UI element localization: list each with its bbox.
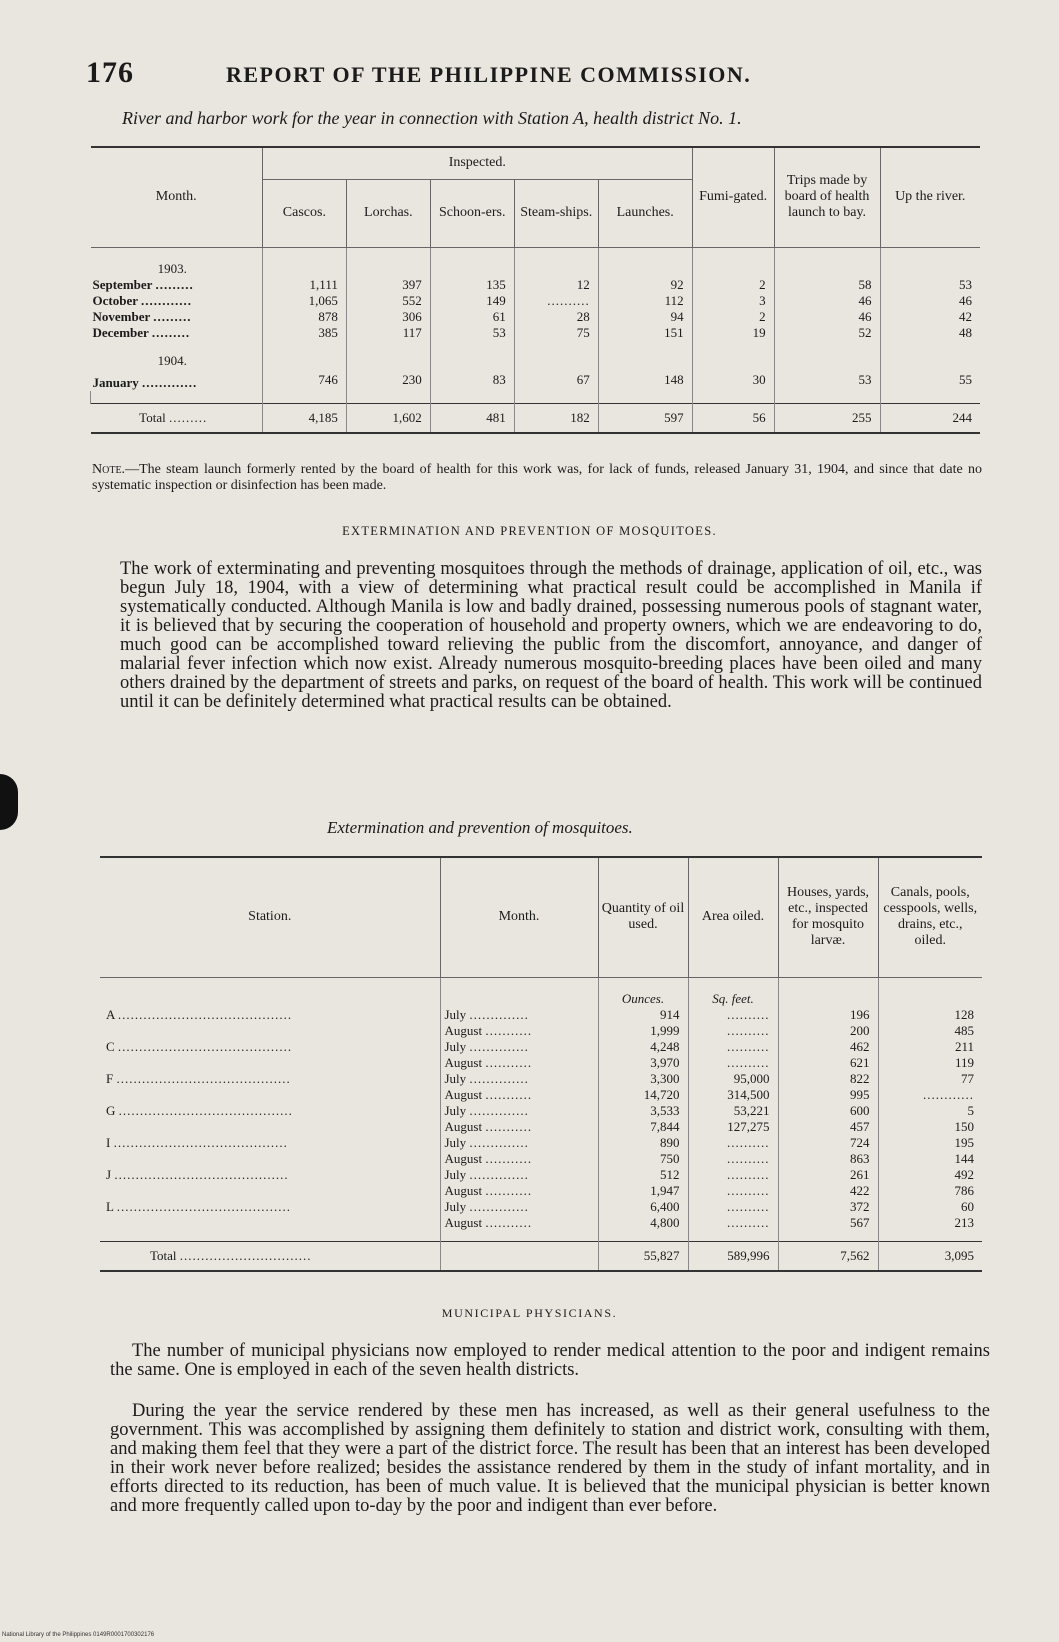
- page-edge-shadow: [0, 774, 18, 830]
- col-oil: Quantity of oil used.: [598, 857, 688, 977]
- col-fumigated: Fumi-gated.: [692, 147, 774, 247]
- table-row: August ........... 3,970 .......... 621 119: [100, 1055, 982, 1071]
- col-cascos: Cascos.: [262, 179, 346, 247]
- table-row: August ........... 750 .......... 863 144: [100, 1151, 982, 1167]
- physicians-paragraph-2: During the year the service rendered by these men has increased, as well as their general usefulness to the government. This was accomplished by assigning them definitely to station and district work, consulting with them, and making them feel that they were a part of the district force. The result has been that an interest has been developed in their work never before realized; besides the assistance rendered by them in the study of infant mortality, and in efforts directed to its reduction, has been of much value. It is believed that the municipal physician is better known and more frequently called upon to-day by the poor and indigent than ever before.: [110, 1401, 990, 1516]
- table-row: August ........... 7,844 127,275 457 150: [100, 1119, 982, 1135]
- col-trips: Trips made by board of health launch to bay.: [774, 147, 880, 247]
- col-steamships: Steam-ships.: [514, 179, 598, 247]
- unit-ounces: Ounces.: [598, 977, 688, 1007]
- mosquito-table: [100, 856, 982, 1272]
- section-heading-mosquitoes: EXTERMINATION AND PREVENTION OF MOSQUITOES.: [342, 524, 717, 538]
- col-month: Month.: [440, 857, 598, 977]
- col-launches: Launches.: [598, 179, 692, 247]
- table-total-row: Total ......... 4,185 1,602 481 182 597 56 255 244: [91, 403, 981, 433]
- col-month: Month.: [91, 147, 263, 247]
- table-row: C ......................................... July .............. 4,248 .......... 462 211: [100, 1039, 982, 1055]
- page-number: 176: [86, 56, 134, 89]
- mosquito-paragraph: The work of exterminating and preventing mosquitoes through the methods of drainage, application of oil, etc., was begun July 18, 1904, with a view of determining what practical result could be accomplished in Manila if systematically conducted. Although Manila is low and badly drained, possessing numerous pools of stagnant water, it is believed that by securing the cooperation of household and property owners, which we are endeavoring to do, much good can be accomplished toward relieving the public from the discomfort, annoyance, and danger of malarial fever infection which now exist. Already numerous mosquito-breeding places have been oiled and many others drained by the department of streets and parks, on request of the board of health. This work will be continued until it can be definitely determined what practical results can be obtained.: [120, 559, 982, 712]
- year-label: 1904.: [157, 353, 187, 368]
- page-header: [86, 56, 966, 96]
- year-label: 1903.: [157, 261, 187, 276]
- table-row: November ......... 878 306 61 28 94 2 46 42: [91, 309, 981, 325]
- scan-credit: National Library of the Philippines 0149R0001700302176: [2, 1632, 155, 1638]
- table2-caption: Extermination and prevention of mosquitoes.: [327, 818, 633, 837]
- col-inspected: Inspected.: [262, 147, 692, 179]
- running-title: REPORT OF THE PHILIPPINE COMMISSION.: [226, 62, 752, 87]
- table-row: September ......... 1,111 397 135 12 92 2 58 53: [91, 277, 981, 293]
- col-houses: Houses, yards, etc., inspected for mosquito larvæ.: [778, 857, 878, 977]
- table-row: G ......................................... July .............. 3,533 53,221 600 5: [100, 1103, 982, 1119]
- table-row: I ......................................... July .............. 890 .......... 724 195: [100, 1135, 982, 1151]
- table-row: L ......................................... July .............. 6,400 .......... 372 60: [100, 1199, 982, 1215]
- table-row: January ............. 746 230 83 67 148 30 53 55: [91, 369, 981, 391]
- section-heading-physicians: MUNICIPAL PHYSICIANS.: [441, 1306, 618, 1320]
- table-row: October ............ 1,065 552 149 .......... 112 3 46 46: [91, 293, 981, 309]
- col-canals: Canals, pools, cesspools, wells, drains, etc., oiled.: [878, 857, 982, 977]
- col-up-river: Up the river.: [880, 147, 980, 247]
- physicians-paragraph-1: The number of municipal physicians now employed to render medical attention to the poor and indigent remains the same. One is employed in each of the seven health districts.: [110, 1341, 990, 1380]
- table-row: A ......................................... July .............. 914 .......... 196 128: [100, 1007, 982, 1023]
- river-harbor-table: [90, 146, 980, 434]
- table-row: J ......................................... July .............. 512 .......... 261 492: [100, 1167, 982, 1183]
- table-row: F ......................................... July .............. 3,300 95,000 822 77: [100, 1071, 982, 1087]
- col-schooners: Schoon-ers.: [430, 179, 514, 247]
- table-row: August ........... 4,800 .......... 567 213: [100, 1215, 982, 1231]
- col-area: Area oiled.: [688, 857, 778, 977]
- table-row: August ........... 14,720 314,500 995 ............: [100, 1087, 982, 1103]
- table-row: December ......... 385 117 53 75 151 19 52 48: [91, 325, 981, 341]
- table-row: August ........... 1,999 .......... 200 485: [100, 1023, 982, 1039]
- table1-caption: River and harbor work for the year in connection with Station A, health district No. 1.: [122, 108, 742, 128]
- table1-note: Note.—The steam launch formerly rented by the board of health for this work was, for lack of funds, released January 31, 1904, and since that date no systematic inspection or disinfection has been made.: [92, 462, 982, 493]
- table-total-row: Total ............................... 55,827 589,996 7,562 3,095: [100, 1241, 982, 1271]
- col-station: Station.: [100, 857, 440, 977]
- table-row: August ........... 1,947 .......... 422 786: [100, 1183, 982, 1199]
- col-lorchas: Lorchas.: [346, 179, 430, 247]
- unit-sq-feet: Sq. feet.: [688, 977, 778, 1007]
